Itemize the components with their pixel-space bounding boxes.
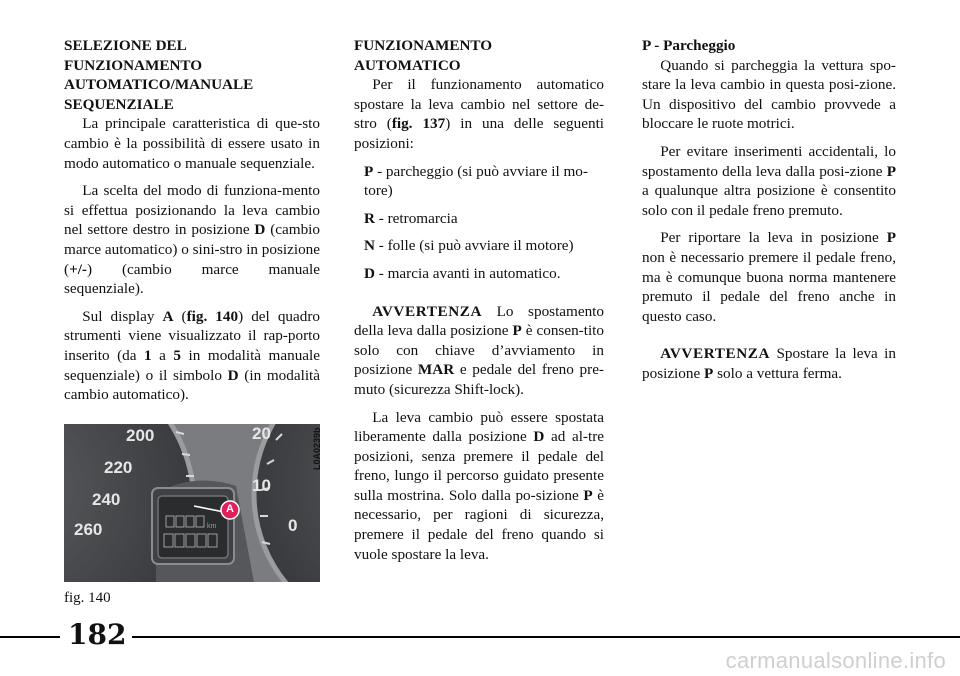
- section-heading-funzionamento: FUNZIONAMENTO AUTOMATICO: [354, 37, 493, 74]
- list-item-d: D - marcia avanti in automatico.: [364, 264, 561, 282]
- column-2: [354, 36, 604, 572]
- paragraph: Per il funzionamento automatico spostare la leva cambio nel settore de-stro (fig. 137) in una delle seguenti posizioni:: [354, 76, 605, 152]
- speed-label-200: 200: [126, 426, 155, 445]
- paragraph: Sul display A (fig. 140) del quadro strumenti viene visualizzato il rap-porto inserito (da 1 a 5 in modalità manuale sequenziale) o il simbolo D (in modalità cambio automatico).: [64, 307, 321, 404]
- section-heading-parcheggio: P - Parcheggio: [642, 37, 736, 54]
- list-item-n: N - folle (si può avviare il motore): [364, 237, 574, 255]
- paragraph: La scelta del modo di funziona-mento si effettua posizionando la leva cambio nel settore destro in posizione D (cambio marce automatico) o sini-stro in posizione (+/-) (cambio marce manuale sequenziale).: [64, 182, 321, 298]
- scale-label-10: 10: [252, 476, 271, 495]
- scale-label-0: 0: [288, 516, 298, 535]
- speed-label-220: 220: [104, 458, 133, 477]
- paragraph: Quando si parcheggia la vettura spo-stare la leva cambio in questa posi-zione. Un dispositivo del cambio provvede a bloccare le ruote motrici.: [642, 56, 896, 133]
- instrument-cluster-figure: [64, 424, 320, 582]
- column-1: [64, 36, 320, 413]
- figure-caption: fig. 140: [64, 590, 111, 606]
- watermark: carmanualsonline.info: [725, 648, 946, 673]
- figure-code: L0A0239b: [312, 427, 322, 470]
- warning-paragraph: AVVERTENZA Spostare la leva in posizione P solo a vettura ferma.: [642, 345, 896, 382]
- footer-rule-right: [132, 636, 960, 638]
- callout-a-label: A: [226, 503, 234, 515]
- paragraph: La principale caratteristica di que-sto cambio è la possibilità di essere usato in modo automatico o manuale sequenziale.: [64, 115, 320, 172]
- paragraph: Per riportare la leva in posizione P non è necessario premere il pedale freno, ma è comunque buona norma mantenere premuto il pedale del freno anche in questo caso.: [642, 229, 896, 325]
- scale-label-20: 20: [252, 424, 271, 443]
- section-heading-selezione: SELEZIONE DEL FUNZIONAMENTO AUTOMATICO/MANUALE SEQUENZIALE: [64, 37, 254, 113]
- warning-paragraph: AVVERTENZA Lo spostamento della leva dalla posizione P è consen-tito solo con chiave d’avviamento in posizione MAR e pedale del freno pre-muto (sicurezza Shift-lock).: [354, 302, 604, 398]
- speed-label-260: 260: [74, 520, 103, 539]
- paragraph: Per evitare inserimenti accidentali, lo spostamento della leva dalla posi-zione P a qualunque altra posizione è consentito solo con il pedale freno premuto.: [642, 142, 896, 219]
- paragraph: La leva cambio può essere spostata liberamente dalla posizione D ad al-tre posizioni, senza premere il pedale del freno, lungo il percorso guidato presente sulla mostrina. Solo dalla po-sizione P è necessario, per ragioni di sicurezza, premere il pedale del freno quando si vuole spostare la leva.: [354, 408, 604, 563]
- display-unit-label: km: [207, 523, 217, 530]
- list-item-p: P - parcheggio (si può avviare il mo-tore): [364, 162, 588, 200]
- column-3: [642, 36, 896, 392]
- list-item-r: R - retromarcia: [364, 209, 458, 227]
- page-number: 182: [68, 618, 127, 651]
- footer-rule-left: [0, 636, 60, 638]
- speed-label-240: 240: [92, 490, 121, 509]
